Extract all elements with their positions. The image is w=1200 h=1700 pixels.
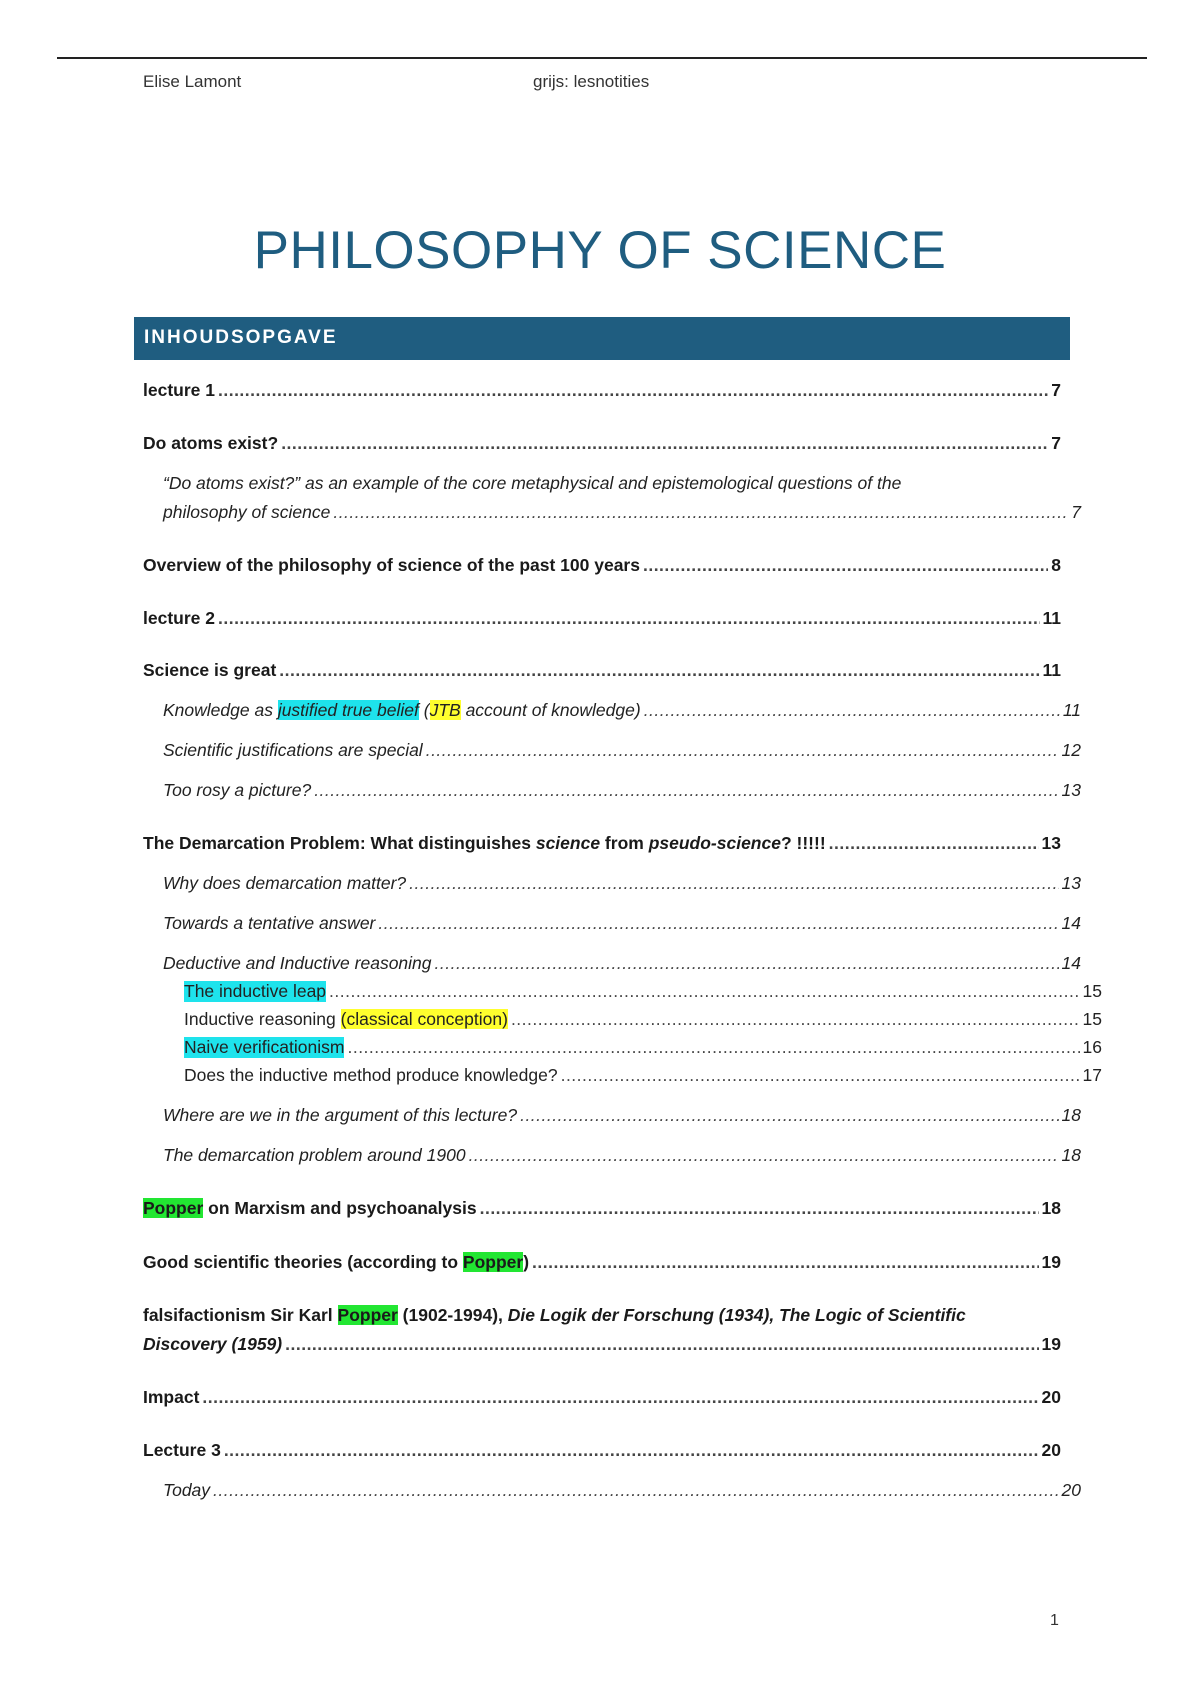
toc-text: )	[523, 1252, 530, 1272]
toc-entry-knowledge-jtb[interactable]	[143, 700, 1081, 721]
toc-leader-dots	[218, 608, 1040, 629]
toc-leader-dots	[285, 1334, 1038, 1355]
toc-entry-page: 11	[1042, 660, 1061, 680]
toc-entry-page: 20	[1061, 1480, 1081, 1500]
toc-text: account of knowledge)	[460, 700, 641, 720]
toc-text: (1902-1994),	[397, 1305, 508, 1325]
toc-entry-page: 7	[1071, 502, 1081, 522]
toc-entry-inductive-leap[interactable]	[143, 981, 1102, 1002]
toc-entry-page: 8	[1051, 555, 1061, 575]
toc-text: ? !!!!!	[780, 833, 826, 853]
toc-entry-title: Scientific justifications are special	[163, 740, 423, 760]
toc-entry-title	[143, 833, 826, 854]
toc-entry-today[interactable]	[143, 1480, 1081, 1501]
toc-leader-dots	[643, 555, 1048, 576]
toc-leader-dots	[469, 1145, 1059, 1166]
toc-leader-dots	[314, 780, 1058, 801]
toc-leader-dots	[333, 502, 1068, 523]
page-number: 1	[1050, 1612, 1059, 1629]
toc-entry-page: 18	[1061, 1105, 1081, 1125]
toc-entry-science-is-great[interactable]	[143, 660, 1061, 681]
toc-entry-title: Science is great	[143, 660, 277, 680]
toc-entry-demarcation-problem[interactable]	[143, 833, 1061, 854]
highlight-green: Popper	[143, 1198, 204, 1218]
toc-leader-dots	[520, 1105, 1058, 1126]
toc-entry-title: The demarcation problem around 1900	[163, 1145, 466, 1165]
toc-entry-lecture-3[interactable]	[143, 1440, 1061, 1461]
toc-leader-dots	[218, 380, 1048, 401]
toc-text: (	[418, 700, 430, 720]
highlight-cyan: justified true belief	[277, 700, 419, 720]
toc-entry-title: Where are we in the argument of this lecture?	[163, 1105, 518, 1125]
toc-entry-popper-marxism[interactable]	[143, 1198, 1061, 1219]
toc-leader-dots	[281, 433, 1048, 454]
toc-entry-title: Too rosy a picture?	[163, 780, 312, 800]
header-note: grijs: lesnotities	[533, 72, 650, 91]
toc-text: falsifactionism Sir Karl	[143, 1305, 338, 1325]
toc-entry-inductive-reasoning[interactable]	[143, 1009, 1102, 1030]
toc-heading: INHOUDSOPGAVE	[144, 327, 338, 348]
toc-entry-lecture-1[interactable]	[143, 380, 1061, 401]
toc-text-italic: pseudo-science	[648, 833, 781, 853]
toc-entry-page: 16	[1082, 1037, 1102, 1057]
toc-entry-scientific-justifications[interactable]	[143, 740, 1081, 761]
toc-text: Inductive reasoning	[184, 1009, 341, 1029]
toc-text: Good scientific theories (according to	[143, 1252, 463, 1272]
toc-leader-dots	[224, 1440, 1039, 1461]
toc-leader-dots	[202, 1387, 1038, 1408]
document-title: PHILOSOPHY OF SCIENCE	[253, 221, 947, 280]
toc-entry-deductive-inductive[interactable]	[143, 953, 1081, 974]
toc-entry-impact[interactable]	[143, 1387, 1061, 1408]
toc-entry-title: Naive verificationism	[184, 1037, 345, 1057]
toc-entry-title: Lecture 3	[143, 1440, 221, 1460]
toc-leader-dots	[426, 740, 1059, 761]
toc-entry-lecture-2[interactable]	[143, 608, 1061, 629]
toc-leader-dots	[378, 913, 1058, 934]
toc-entry-title-line1: “Do atoms exist?” as an example of the core metaphysical and epistemological questions of the	[163, 473, 902, 493]
toc-entry-falsificationism[interactable]	[143, 1305, 1061, 1355]
toc-entry-why-demarcation[interactable]	[143, 873, 1081, 894]
toc-entry-page: 7	[1051, 433, 1061, 453]
toc-leader-dots	[329, 981, 1079, 1002]
toc-entry-title: Overview of the philosophy of science of the past 100 years	[143, 555, 640, 575]
toc-entry-page: 11	[1042, 608, 1061, 628]
toc-entry-page: 13	[1041, 833, 1061, 853]
toc-text-italic: Die Logik der Forschung (1934), The Logic of Scientific	[507, 1305, 966, 1325]
toc-text: Knowledge as	[163, 700, 278, 720]
toc-entry-page: 14	[1061, 953, 1081, 973]
toc-entry-page: 19	[1041, 1252, 1061, 1272]
toc-entry-inductive-method[interactable]	[143, 1065, 1102, 1086]
toc-leader-dots	[644, 700, 1060, 721]
toc-entry-title	[143, 1252, 529, 1273]
toc-entry-too-rosy[interactable]	[143, 780, 1081, 801]
toc-entry-page: 13	[1061, 873, 1081, 893]
toc-entry-page: 15	[1082, 1009, 1102, 1029]
toc-entry-title: Why does demarcation matter?	[163, 873, 407, 893]
toc-entry-page: 19	[1041, 1334, 1061, 1354]
toc-entry-page: 15	[1082, 981, 1102, 1001]
toc-leader-dots	[532, 1252, 1039, 1273]
toc-entry-title: Do atoms exist?	[143, 433, 279, 453]
toc-entry-title: lecture 1	[143, 380, 215, 400]
toc-entry-page: 18	[1041, 1198, 1061, 1218]
toc-entry-do-atoms-exist[interactable]	[143, 433, 1061, 454]
toc-leader-dots	[561, 1065, 1080, 1086]
toc-entry-title: lecture 2	[143, 608, 215, 628]
toc-entry-page: 7	[1051, 380, 1061, 400]
highlight-yellow: (classical conception)	[340, 1009, 508, 1029]
toc-entry-page: 20	[1041, 1440, 1061, 1460]
toc-entry-line2	[143, 1334, 1061, 1355]
header-rule	[57, 57, 1147, 59]
toc-entry-page: 12	[1061, 740, 1081, 760]
toc-entry-good-theories[interactable]	[143, 1252, 1061, 1273]
highlight-green: Popper	[337, 1305, 398, 1325]
toc-text-italic: science	[535, 833, 601, 853]
toc-leader-dots	[480, 1198, 1039, 1219]
toc-text: on Marxism and psychoanalysis	[203, 1198, 477, 1218]
toc-leader-dots	[511, 1009, 1080, 1030]
toc-entry-page: 14	[1061, 913, 1081, 933]
toc-entry-title: Does the inductive method produce knowledge?	[184, 1065, 558, 1085]
toc-entry-page: 20	[1041, 1387, 1061, 1407]
toc-entry-title	[184, 1009, 508, 1030]
toc-entry-title-line2: Discovery (1959)	[143, 1334, 283, 1354]
toc-entry-title: Deductive and Inductive reasoning	[163, 953, 432, 973]
toc-entry-title: The inductive leap	[184, 981, 327, 1001]
toc-entry-overview[interactable]	[143, 555, 1061, 576]
toc-entry-core-questions[interactable]	[143, 473, 1081, 523]
toc-leader-dots	[409, 873, 1058, 894]
toc-entry-naive-verificationism[interactable]	[143, 1037, 1102, 1058]
toc-entry-line2	[163, 502, 1081, 523]
toc-text: The Demarcation Problem: What distinguishes	[143, 833, 536, 853]
toc-leader-dots	[213, 1480, 1059, 1501]
toc-entry-page: 13	[1061, 780, 1081, 800]
toc-entry-title: Towards a tentative answer	[163, 913, 376, 933]
toc-entry-demarcation-1900[interactable]	[143, 1145, 1081, 1166]
toc-entry-title	[163, 700, 641, 721]
header-author: Elise Lamont	[143, 72, 242, 91]
highlight-yellow: JTB	[429, 700, 461, 720]
toc-entry-page: 17	[1082, 1065, 1102, 1085]
toc-entry-title-line1	[143, 1305, 1061, 1326]
toc-entry-page: 18	[1061, 1145, 1081, 1165]
toc-entry-title-line2: philosophy of science	[163, 502, 331, 522]
toc-entry-title: Today	[163, 1480, 211, 1500]
toc-entry-page: 11	[1062, 700, 1081, 720]
toc-leader-dots	[435, 953, 1059, 974]
toc-text: from	[600, 833, 649, 853]
highlight-green: Popper	[462, 1252, 524, 1272]
toc-entry-argument-position[interactable]	[143, 1105, 1081, 1126]
toc-leader-dots	[347, 1037, 1079, 1058]
toc-leader-dots	[829, 833, 1039, 854]
toc-heading-banner	[134, 317, 1070, 360]
toc-entry-title: Impact	[143, 1387, 200, 1407]
toc-entry-title	[143, 1198, 477, 1219]
toc-entry-tentative-answer[interactable]	[143, 913, 1081, 934]
toc-leader-dots	[279, 660, 1039, 681]
